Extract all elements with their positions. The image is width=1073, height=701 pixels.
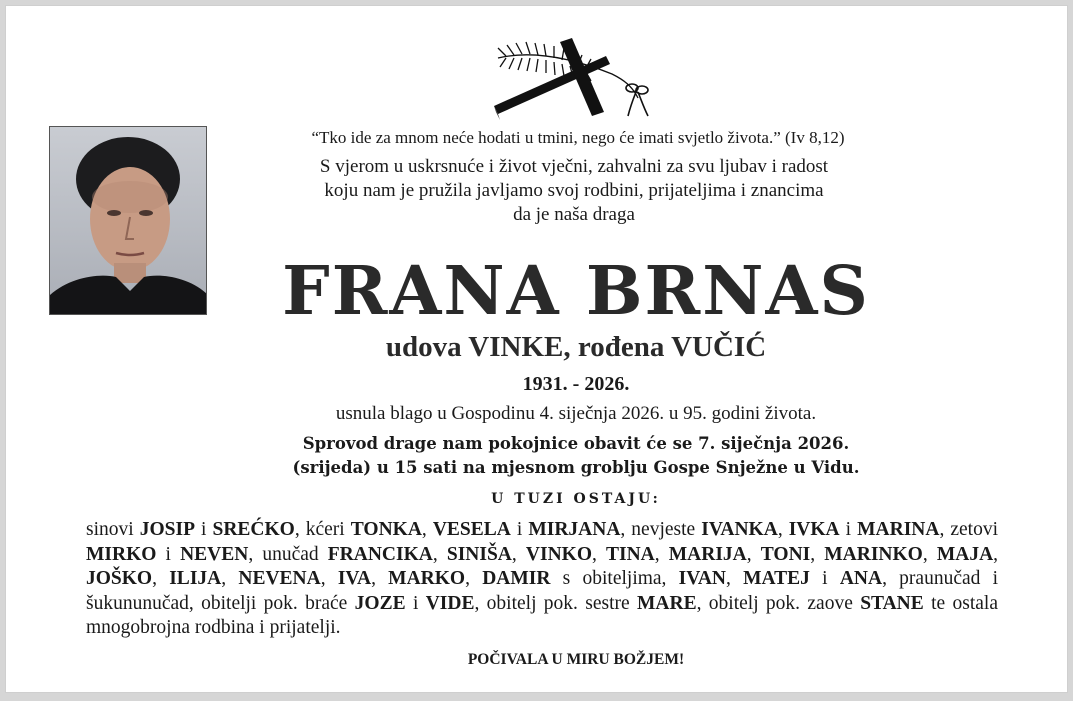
survivor-text: ,: [777, 519, 789, 540]
portrait-photo: [49, 126, 207, 315]
survivor-text: , praunučad i šukununučad, obitelji pok. braće: [86, 568, 999, 614]
deceased-subtitle: udova VINKE, rođena VUČIĆ: [385, 331, 767, 363]
survivor-name: IVA: [337, 568, 372, 590]
survivor-name: TONI: [760, 543, 811, 565]
life-years: 1931. - 2026.: [522, 373, 630, 395]
survivor-name: JOSIP: [139, 519, 195, 540]
mourners-heading: U TUZI OSTAJU:: [491, 491, 661, 507]
survivor-text: ,: [152, 568, 170, 590]
survivor-name: DAMIR: [482, 568, 551, 590]
survivor-text: , nevjeste: [620, 519, 702, 540]
survivor-text: , kćeri: [294, 519, 351, 540]
survivor-text: , unučad: [248, 543, 328, 565]
survivor-name: VIDE: [425, 592, 475, 614]
survivor-name: MAJA: [936, 543, 994, 565]
survivor-text: sinovi: [86, 519, 140, 540]
survivor-name: MARE: [637, 592, 697, 614]
survivor-text: i: [510, 519, 529, 540]
survivor-text: te ostala mnogobrojna rodbina i prijatelji.: [86, 592, 998, 639]
intro-line: da je naša draga: [513, 204, 635, 225]
survivor-text: ,: [810, 543, 825, 565]
funeral-line: (srijeda) u 15 sati na mjesnom groblju Gospe Snježne u Vidu.: [292, 458, 860, 477]
survivor-text: ,: [922, 543, 937, 565]
survivor-text: , zetovi: [939, 519, 999, 540]
survivor-name: IVANKA: [701, 519, 778, 540]
survivor-name: IVAN: [678, 568, 726, 590]
survivor-text: i: [809, 568, 840, 590]
intro-line: S vjerom u uskrsnuće i život vječni, zahvalni za svu ljubav i radost: [319, 156, 829, 177]
survivor-name: ANA: [839, 568, 883, 590]
survivor-text: ,: [371, 568, 389, 590]
survivor-name: SREĆKO: [212, 519, 295, 540]
survivor-text: i: [405, 592, 426, 614]
survivor-text: ,: [221, 568, 239, 590]
survivor-name: VESELA: [432, 519, 511, 540]
survivor-text: s obiteljima,: [550, 568, 679, 590]
survivor-text: i: [194, 519, 213, 540]
survivor-name: STANE: [860, 592, 924, 614]
survivor-name: FRANCIKA: [327, 543, 433, 565]
survivor-name: MIRKO: [86, 543, 157, 565]
death-notice: usnula blago u Gospodinu 4. siječnja 2026. u 95. godini života.: [335, 403, 817, 424]
survivor-text: i: [156, 543, 181, 565]
survivor-name: MARKO: [388, 568, 466, 590]
survivor-text: , obitelj pok. zaove: [696, 592, 861, 614]
survivor-text: ,: [421, 519, 433, 540]
funeral-line: Sprovod drage nam pokojnice obavit će se 7. siječnja 2026.: [302, 434, 850, 453]
survivor-text: ,: [592, 543, 606, 565]
closing-blessing: POČIVALA U MIRU BOŽJEM!: [467, 651, 685, 668]
intro-line: koju nam je pružila javljamo svoj rodbini, prijateljima i znancima: [324, 180, 824, 201]
survivor-text: ,: [993, 543, 999, 565]
survivor-name: SINIŠA: [446, 543, 512, 565]
survivor-name: MARINA: [857, 519, 940, 540]
survivor-name: JOŠKO: [86, 568, 153, 590]
intro-text: [228, 155, 920, 227]
survivors-list: [86, 518, 998, 641]
survivor-text: ,: [746, 543, 761, 565]
bible-quote: “Tko ide za mnom neće hodati u tmini, nego će imati svjetlo života.” (Iv 8,12): [311, 128, 845, 147]
survivor-text: ,: [511, 543, 526, 565]
survivor-name: TONKA: [350, 519, 422, 540]
survivor-name: MATEJ: [743, 568, 810, 590]
survivor-name: JOZE: [354, 592, 406, 614]
survivor-text: ,: [320, 568, 338, 590]
deceased-name: FRANA BRNAS: [282, 251, 870, 330]
cross-with-palm-branch-icon: [492, 28, 654, 120]
survivor-name: NEVENA: [238, 568, 321, 590]
survivor-text: ,: [726, 568, 744, 590]
survivor-text: ,: [654, 543, 669, 565]
survivor-text: , obitelj pok. sestre: [474, 592, 637, 614]
survivor-name: NEVEN: [180, 543, 249, 565]
survivor-name: MIRJANA: [528, 519, 621, 540]
survivor-name: TINA: [606, 543, 655, 565]
survivor-text: ,: [465, 568, 483, 590]
survivor-name: ILIJA: [169, 568, 222, 590]
survivor-text: i: [839, 519, 858, 540]
survivor-text: ,: [432, 543, 447, 565]
funeral-details: [206, 432, 946, 480]
obituary-card: [5, 5, 1068, 693]
survivor-name: IVKA: [788, 519, 840, 540]
survivor-name: VINKO: [525, 543, 592, 565]
survivor-name: MARINKO: [824, 543, 923, 565]
survivor-name: MARIJA: [668, 543, 747, 565]
